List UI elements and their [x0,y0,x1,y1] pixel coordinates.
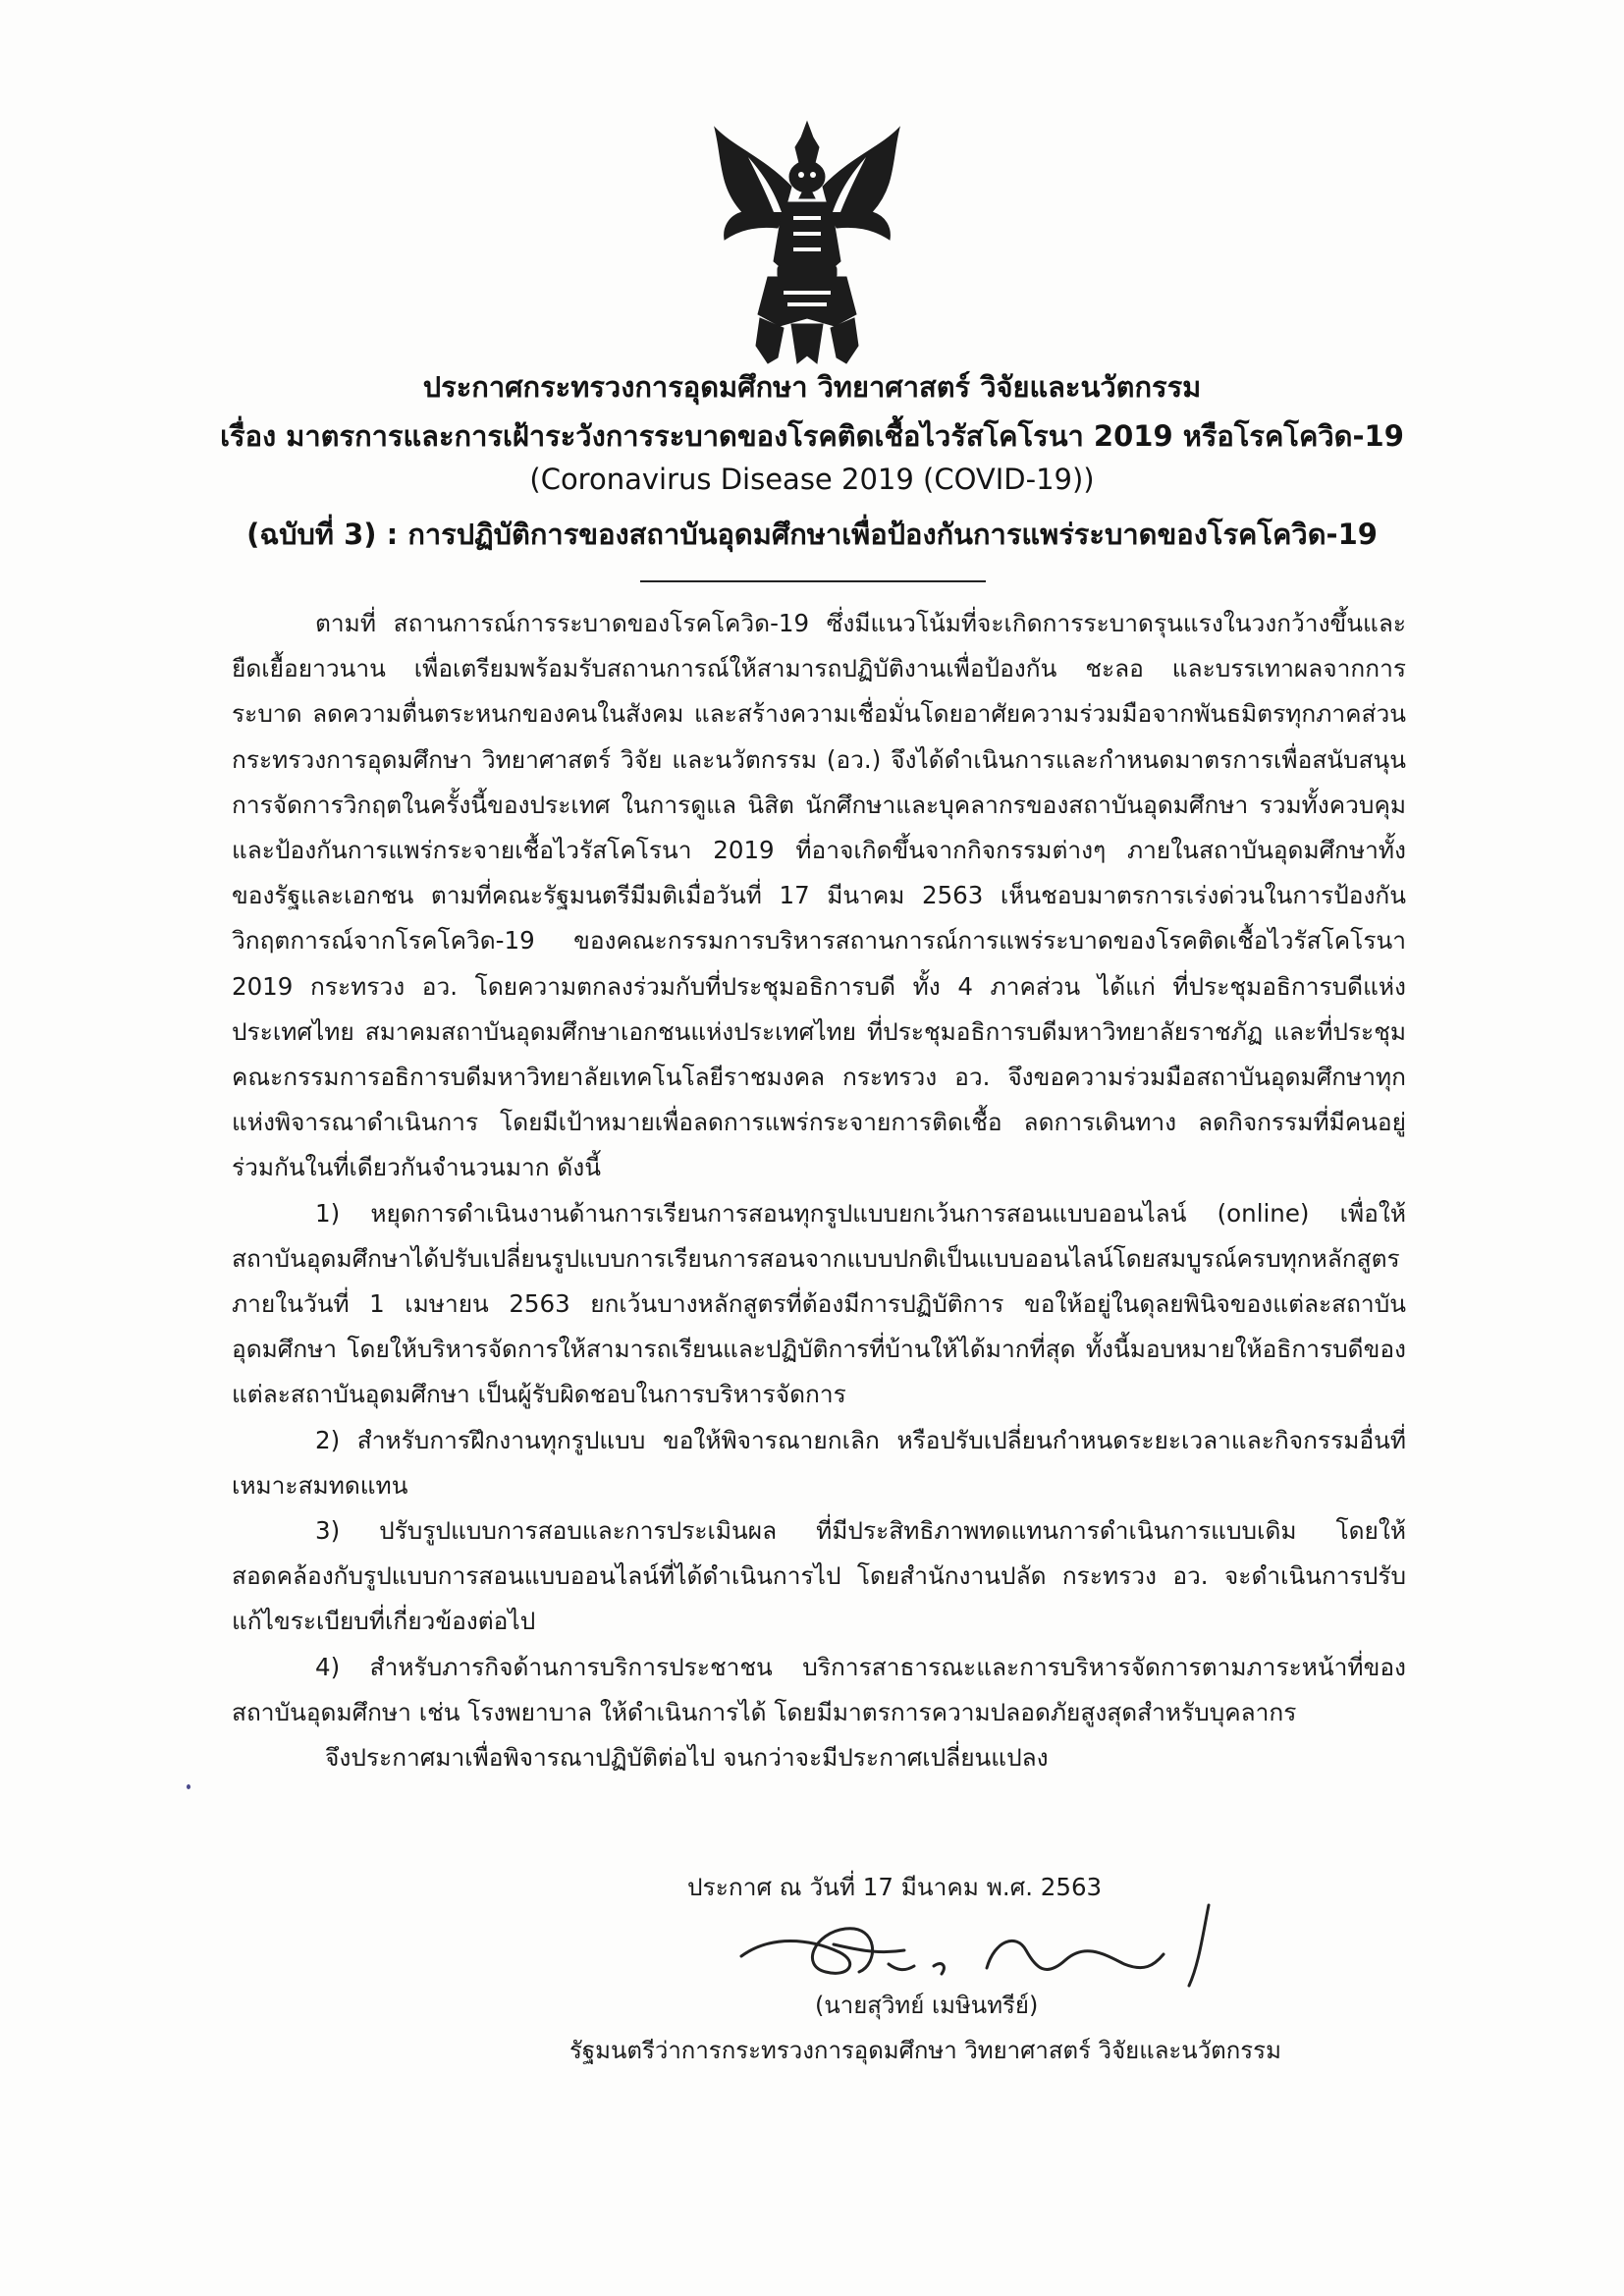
scan-speck [187,1784,190,1789]
announcement-title: ประกาศกระทรวงการอุดมศึกษา วิทยาศาสตร์ วิจัยและนวัตกรรม [422,370,1202,404]
measure-item-1: 1) หยุดการดำเนินงานด้านการเรียนการสอนทุกรูปแบบยกเว้นการสอนแบบออนไลน์ (online) เพื่อให้สถาบันอุดมศึกษาได้ปรับเปลี่ยนรูปแบบการเรียนการสอนจากแบบปกติเป็นแบบออนไลน์โดยสมบูรณ์ครบทุกหลักสูตรภายในวันที่ 1 เมษายน 2563 ยกเว้นบางหลักสูตรที่ต้องมีการปฏิบัติการ ขอให้อยู่ในดุลยพินิจของแต่ละสถาบันอุดมศึกษา โดยให้บริหารจัดการให้สามารถเรียนและปฏิบัติการที่บ้านให้ได้มากที่สุด ทั้งนี้มอบหมายให้อธิการบดีของแต่ละสถาบันอุดมศึกษา เป็นผู้รับผิดชอบในการบริหารจัดการ [232,1198,1406,1409]
announcement-body [232,601,1406,1780]
announcement-subject: เรื่อง มาตรการและการเฝ้าระวังการระบาดของโรคติดเชื้อไวรัสโคโรนา 2019 หรือโรคโควิด-19 [220,419,1404,453]
intro-paragraph: ตามที่ สถานการณ์การระบาดของโรคโควิด-19 ซึ่งมีแนวโน้มที่จะเกิดการระบาดรุนแรงในวงกว้างขึ้นและยืดเยื้อยาวนาน เพื่อเตรียมพร้อมรับสถานการณ์ให้สามารถปฏิบัติงานเพื่อป้องกัน ชะลอ และบรรเทาผลจากการระบาด ลดความตื่นตระหนกของคนในสังคม และสร้างความเชื่อมั่นโดยอาศัยความร่วมมือจากพันธมิตรทุกภาคส่วน กระทรวงการอุดมศึกษา วิทยาศาสตร์ วิจัย และนวัตกรรม (อว.) จึงได้ดำเนินการและกำหนดมาตรการเพื่อสนับสนุนการจัดการวิกฤตในครั้งนี้ของประเทศ ในการดูแล นิสิต นักศึกษาและบุคลากรของสถาบันอุดมศึกษา รวมทั้งควบคุมและป้องกันการแพร่กระจายเชื้อไวรัสโคโรนา 2019 ที่อาจเกิดขึ้นจากกิจกรรมต่างๆ ภายในสถาบันอุดมศึกษาทั้งของรัฐและเอกชน ตามที่คณะรัฐมนตรีมีมติเมื่อวันที่ 17 มีนาคม 2563 เห็นชอบมาตรการเร่งด่วนในการป้องกันวิกฤตการณ์จากโรคโควิด-19 ของคณะกรรมการบริหารสถานการณ์การแพร่ระบาดของโรคติดเชื้อไวรัสโคโรนา 2019 กระทรวง อว. โดยความตกลงร่วมกับที่ประชุมอธิการบดี ทั้ง 4 ภาคส่วน ได้แก่ ที่ประชุมอธิการบดีแห่งประเทศไทย สมาคมสถาบันอุดมศึกษาเอกชนแห่งประเทศไทย ที่ประชุมอธิการบดีมหาวิทยาลัยราชภัฏ และที่ประชุมคณะกรรมการอธิการบดีมหาวิทยาลัยเทคโนโลยีราชมงคล กระทรวง อว. จึงขอความร่วมมือสถาบันอุดมศึกษาทุกแห่งพิจารณาดำเนินการ โดยมีเป้าหมายเพื่อลดการแพร่กระจายการติดเชื้อ ลดการเดินทาง ลดกิจกรรมที่มีคนอยู่ร่วมกันในที่เดียวกันจำนวนมาก ดังนี้ [232,609,1406,1182]
signer-title: รัฐมนตรีว่าการกระทรวงการอุดมศึกษา วิทยาศาสตร์ วิจัยและนวัตกรรม [569,2037,1281,2064]
signer-name: (นายสุวิทย์ เมษินทรีย์) [815,1992,1039,2019]
heading-divider [640,580,986,582]
garuda-emblem-icon [709,118,905,368]
announcement-date: ประกาศ ณ วันที่ 17 มีนาคม พ.ศ. 2563 [687,1873,1103,1901]
measure-item-2: 2) สำหรับการฝึกงานทุกรูปแบบ ขอให้พิจารณายกเลิก หรือปรับเปลี่ยนกำหนดระยะเวลาและกิจกรรมอื่นที่เหมาะสมทดแทน [232,1425,1406,1500]
measure-item-4: 4) สำหรับภารกิจด้านการบริการประชาชน บริการสาธารณะและการบริหารจัดการตามภาระหน้าที่ของสถาบันอุดมศึกษา เช่น โรงพยาบาล ให้ดำเนินการได้ โดยมีมาตรการความปลอดภัยสูงสุดสำหรับบุคลากร [232,1652,1406,1726]
announcement-subject-english: (Coronavirus Disease 2019 (COVID-19)) [529,463,1095,496]
closing-paragraph: จึงประกาศมาเพื่อพิจารณาปฏิบัติต่อไป จนกว่าจะมีประกาศเปลี่ยนแปลง [325,1743,1049,1773]
announcement-issue-number: (ฉบับที่ 3) : การปฏิบัติการของสถาบันอุดมศึกษาเพื่อป้องกันการแพร่ระบาดของโรคโควิด-19 [246,518,1378,551]
measure-item-3: 3) ปรับรูปแบบการสอบและการประเมินผล ที่มีประสิทธิภาพทดแทนการดำเนินการแบบเดิม โดยให้สอดคล้องกับรูปแบบการสอนแบบออนไลน์ที่ได้ดำเนินการไป โดยสำนักงานปลัด กระทรวง อว. จะดำเนินการปรับแก้ไขระเบียบที่เกี่ยวข้องต่อไป [232,1516,1406,1636]
